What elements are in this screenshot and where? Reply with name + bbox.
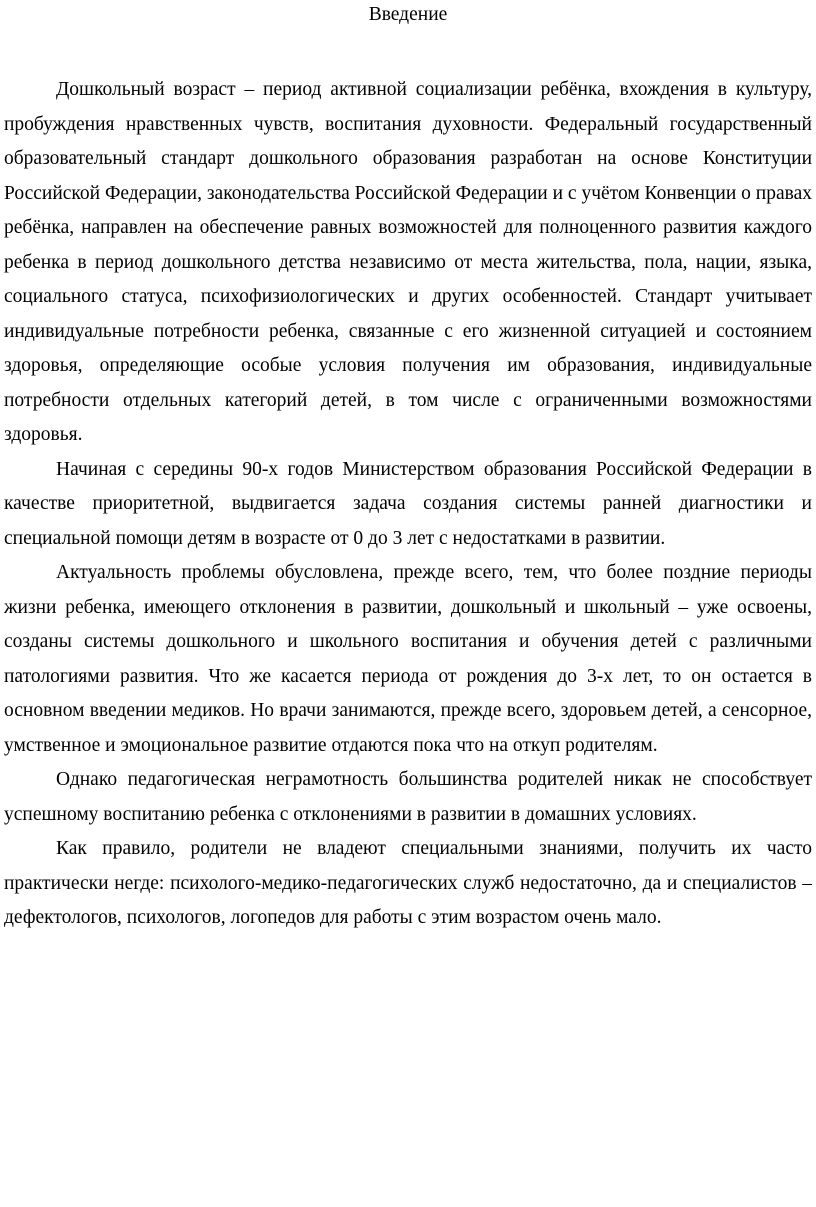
paragraph-parents: Однако педагогическая неграмотность большинства родителей никак не способствует успешному воспитанию ребенка с отклонениями в развитии в домашних условиях. [4,769,812,825]
paragraph-specialists: Как правило, родители не владеют специальными знаниями, получить их часто практически негде: психолого-медико-педагогических служб недостаточно, да и специалистов – дефектологов, психологов, логопедов для работы с этим возрастом очень мало. [4,838,812,928]
document-title: Введение [368,4,448,25]
title-spacer [4,30,812,73]
paragraph-ministry: Начиная с середины 90-х годов Министерством образования Российской Федерации в качестве приоритетной, выдвигается задача создания системы ранней диагностики и специальной помощи детям в возрасте от 0 до 3 лет с недостатками в развитии. [4,458,812,549]
paragraph-relevance: Актуальность проблемы обусловлена, прежде всего, тем, что более поздние периоды жизни ребенка, имеющего отклонения в развитии, дошкольный и школьный – уже освоены, созданы системы дошкольного и школьного воспитания и обучения детей с различными патологиями развития. Что же касается периода от рождения до 3-х лет, то он остается в основном введении медиков. Но врачи занимаются, прежде всего, здоровьем детей, а сенсорное, умственное и эмоциональное развитие отдаются пока что на откуп родителям. [4,562,812,756]
paragraph-intro: Дошкольный возраст – период активной социализации ребёнка, вхождения в культуру, пробуждения нравственных чувств, воспитания духовности. Федеральный государственный образовательный стандарт дошкольного образования разработан на основе Конституции Российской Федерации, законодательства Российской Федерации и с учётом Конвенции о правах ребёнка, направлен на обеспечение равных возможностей для полноценного развития каждого ребенка в период дошкольного детства независимо от места жительства, пола, нации, языка, социального статуса, психофизиологических и других особенностей. Стандарт учитывает индивидуальные потребности ребенка, связанные с его жизненной ситуацией и состоянием здоровья, определяющие особые условия получения им образования, индивидуальные потребности отдельных категорий детей, в том числе с ограниченными возможностями здоровья. [4,79,812,445]
